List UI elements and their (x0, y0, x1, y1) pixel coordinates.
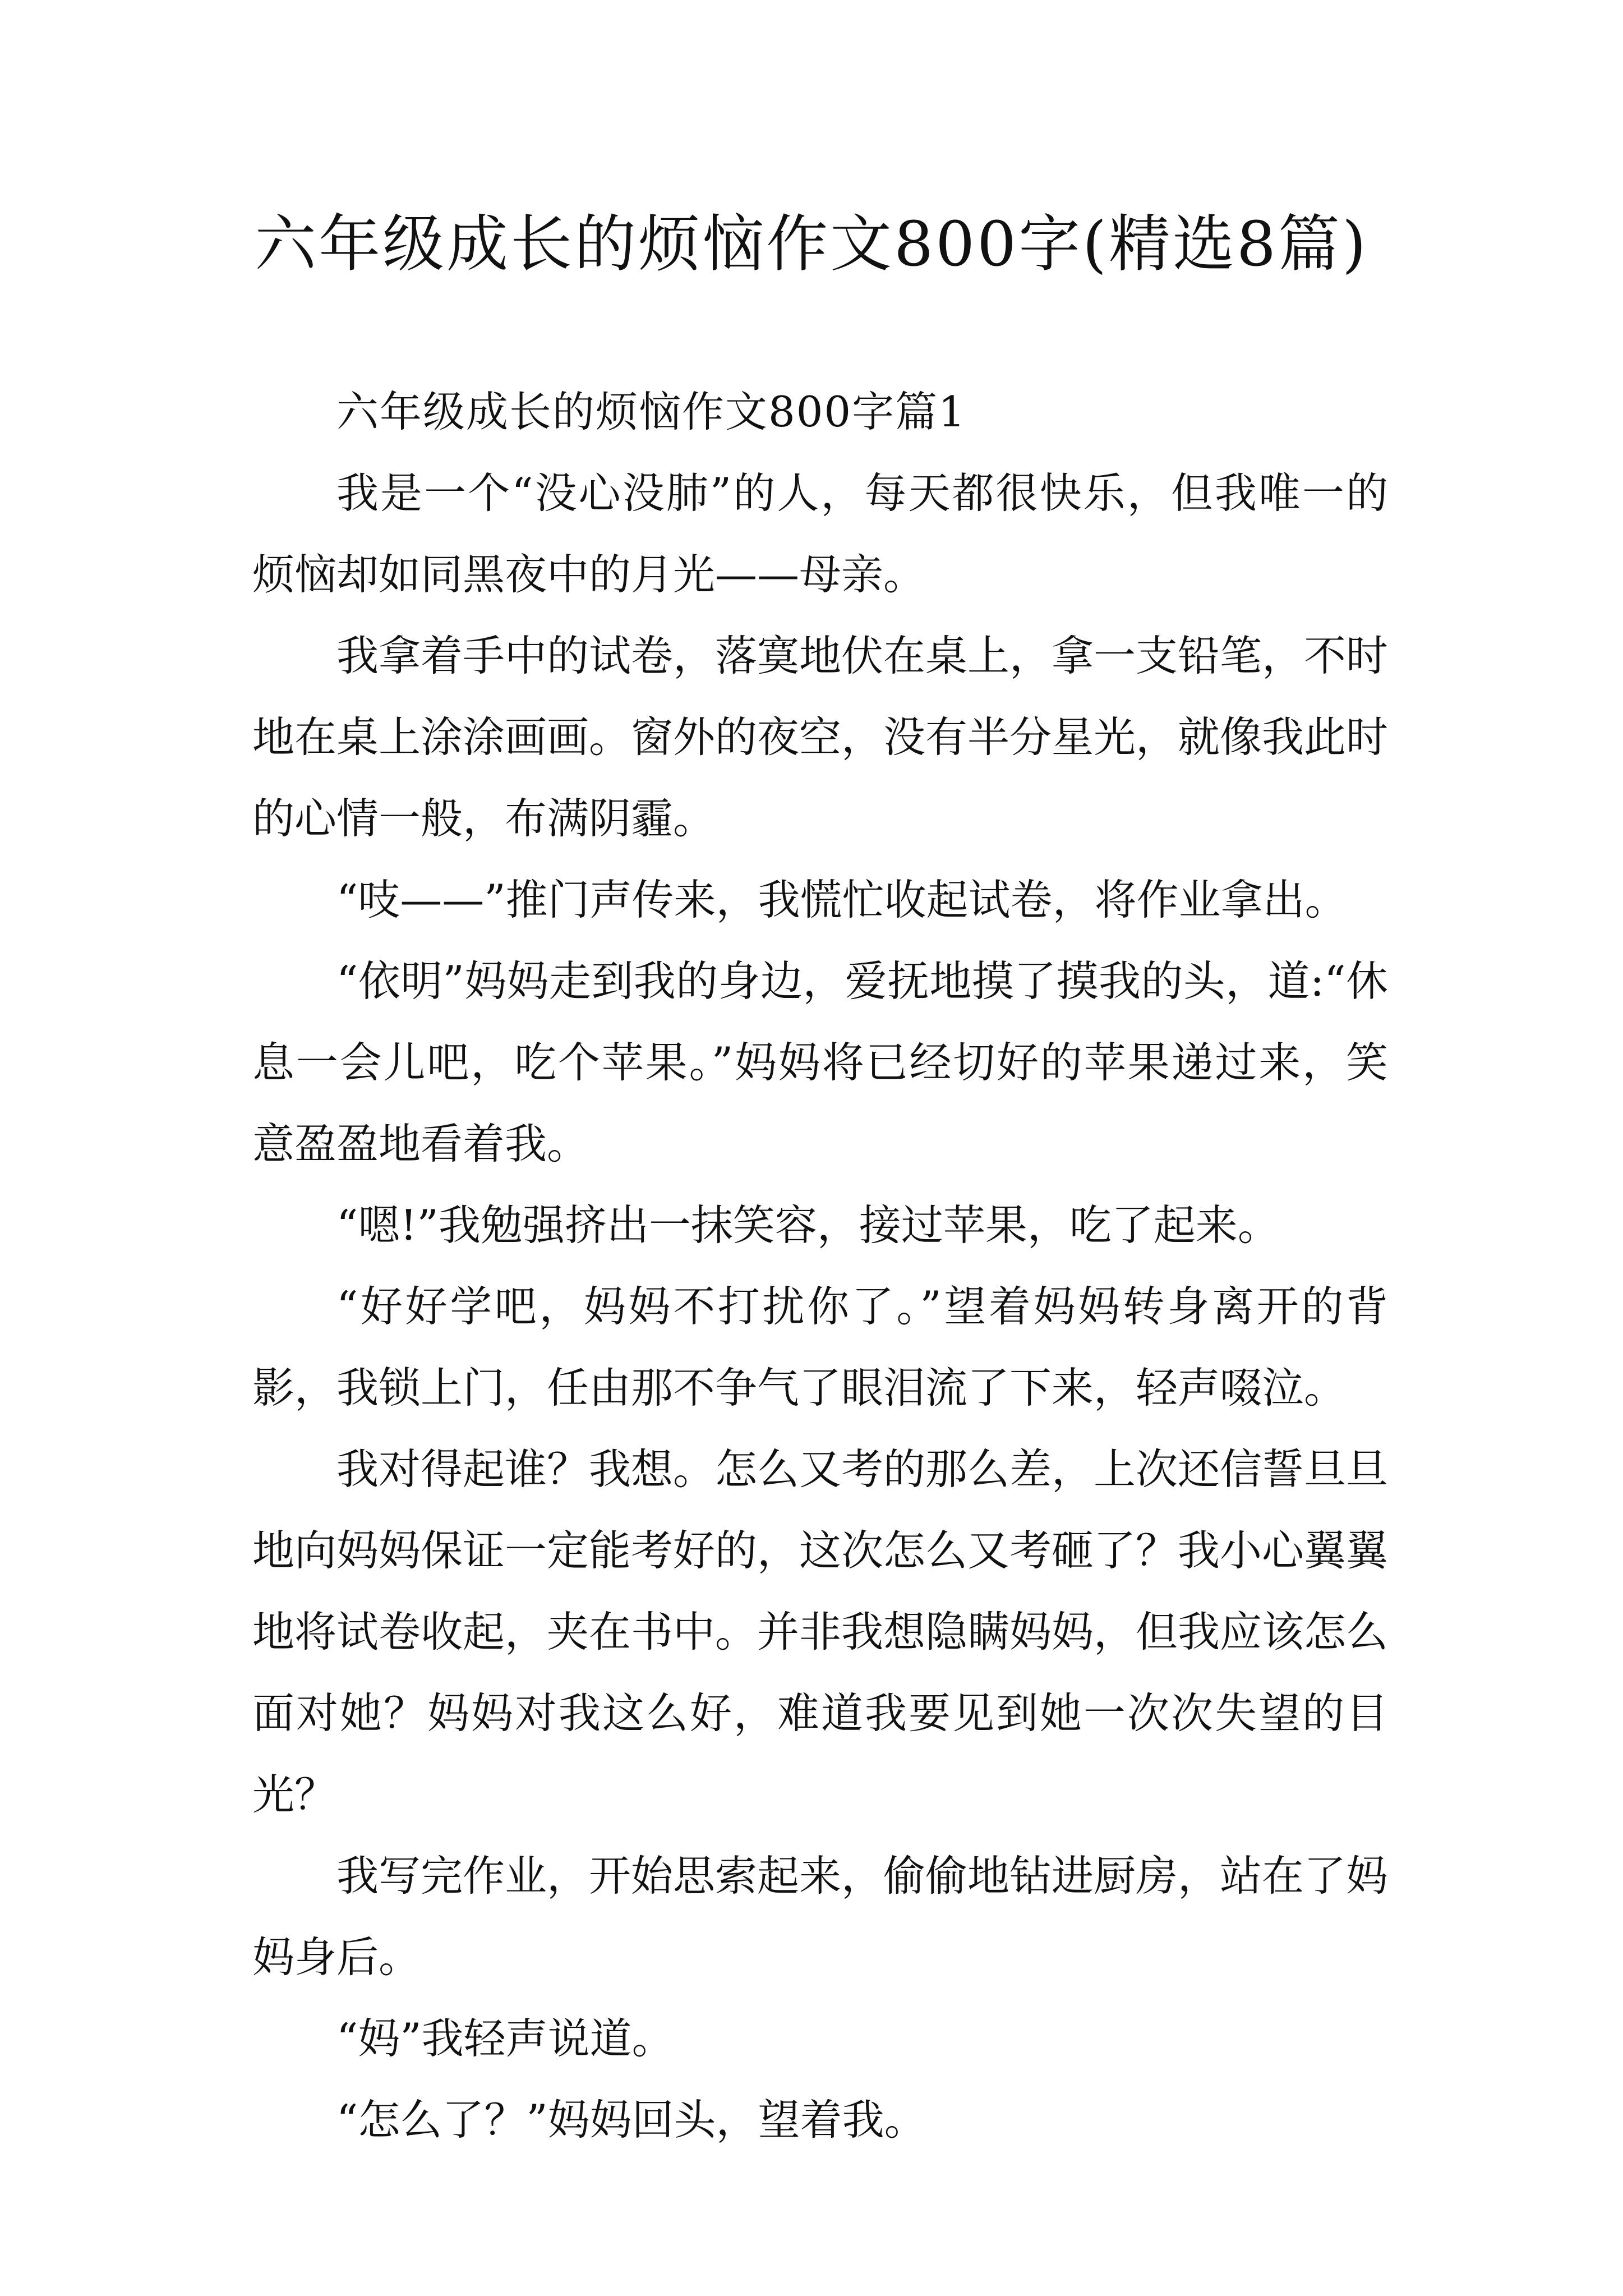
paragraph: 我对得起谁？我想。怎么又考的那么差，上次还信誓旦旦地向妈妈保证一定能考好的，这次怎么又考砸了？我小心翼翼地将试卷收起，夹在书中。并非我想隐瞒妈妈，但我应该怎么面对她？妈妈对我这么好，难道我要见到她一次次失望的目光？ (252, 1444, 1389, 1819)
paragraph: 我是一个“没心没肺”的人，每天都很快乐，但我唯一的烦恼却如同黑夜中的月光——母亲。 (252, 468, 1388, 599)
paragraph: “依明”妈妈走到我的身边，爱抚地摸了摸我的头，道:“休息一会儿吧，吃个苹果。”妈妈将已经切好的苹果递过来，笑意盈盈地看着我。 (252, 956, 1388, 1168)
paragraph: “怎么了？”妈妈回头，望着我。 (336, 2095, 926, 2145)
section-subtitle: 六年级成长的烦恼作文800字篇1 (336, 387, 966, 436)
paragraph: “吱——”推门声传来，我慌忙收起试卷，将作业拿出。 (336, 875, 1347, 924)
paragraph: 我拿着手中的试卷，落寞地伏在桌上，拿一支铅笔，不时地在桌上涂涂画画。窗外的夜空，没有半分星光，就像我此时的心情一般，布满阴霾。 (252, 631, 1389, 843)
paragraph: “嗯!”我勉强挤出一抹笑容，接过苹果，吃了起来。 (336, 1200, 1280, 1250)
paragraph: “好好学吧，妈妈不打扰你了。”望着妈妈转身离开的背影，我锁上门，任由那不争气了眼泪流了下来，轻声啜泣。 (252, 1282, 1388, 1412)
document-body (252, 371, 1388, 2161)
paragraph: “妈”我轻声说道。 (336, 2014, 674, 2063)
document-title: 六年级成长的烦恼作文800字(精选8篇) (255, 208, 1368, 280)
paragraph: 我写完作业，开始思索起来，偷偷地钻进厨房，站在了妈妈身后。 (252, 1851, 1389, 1982)
